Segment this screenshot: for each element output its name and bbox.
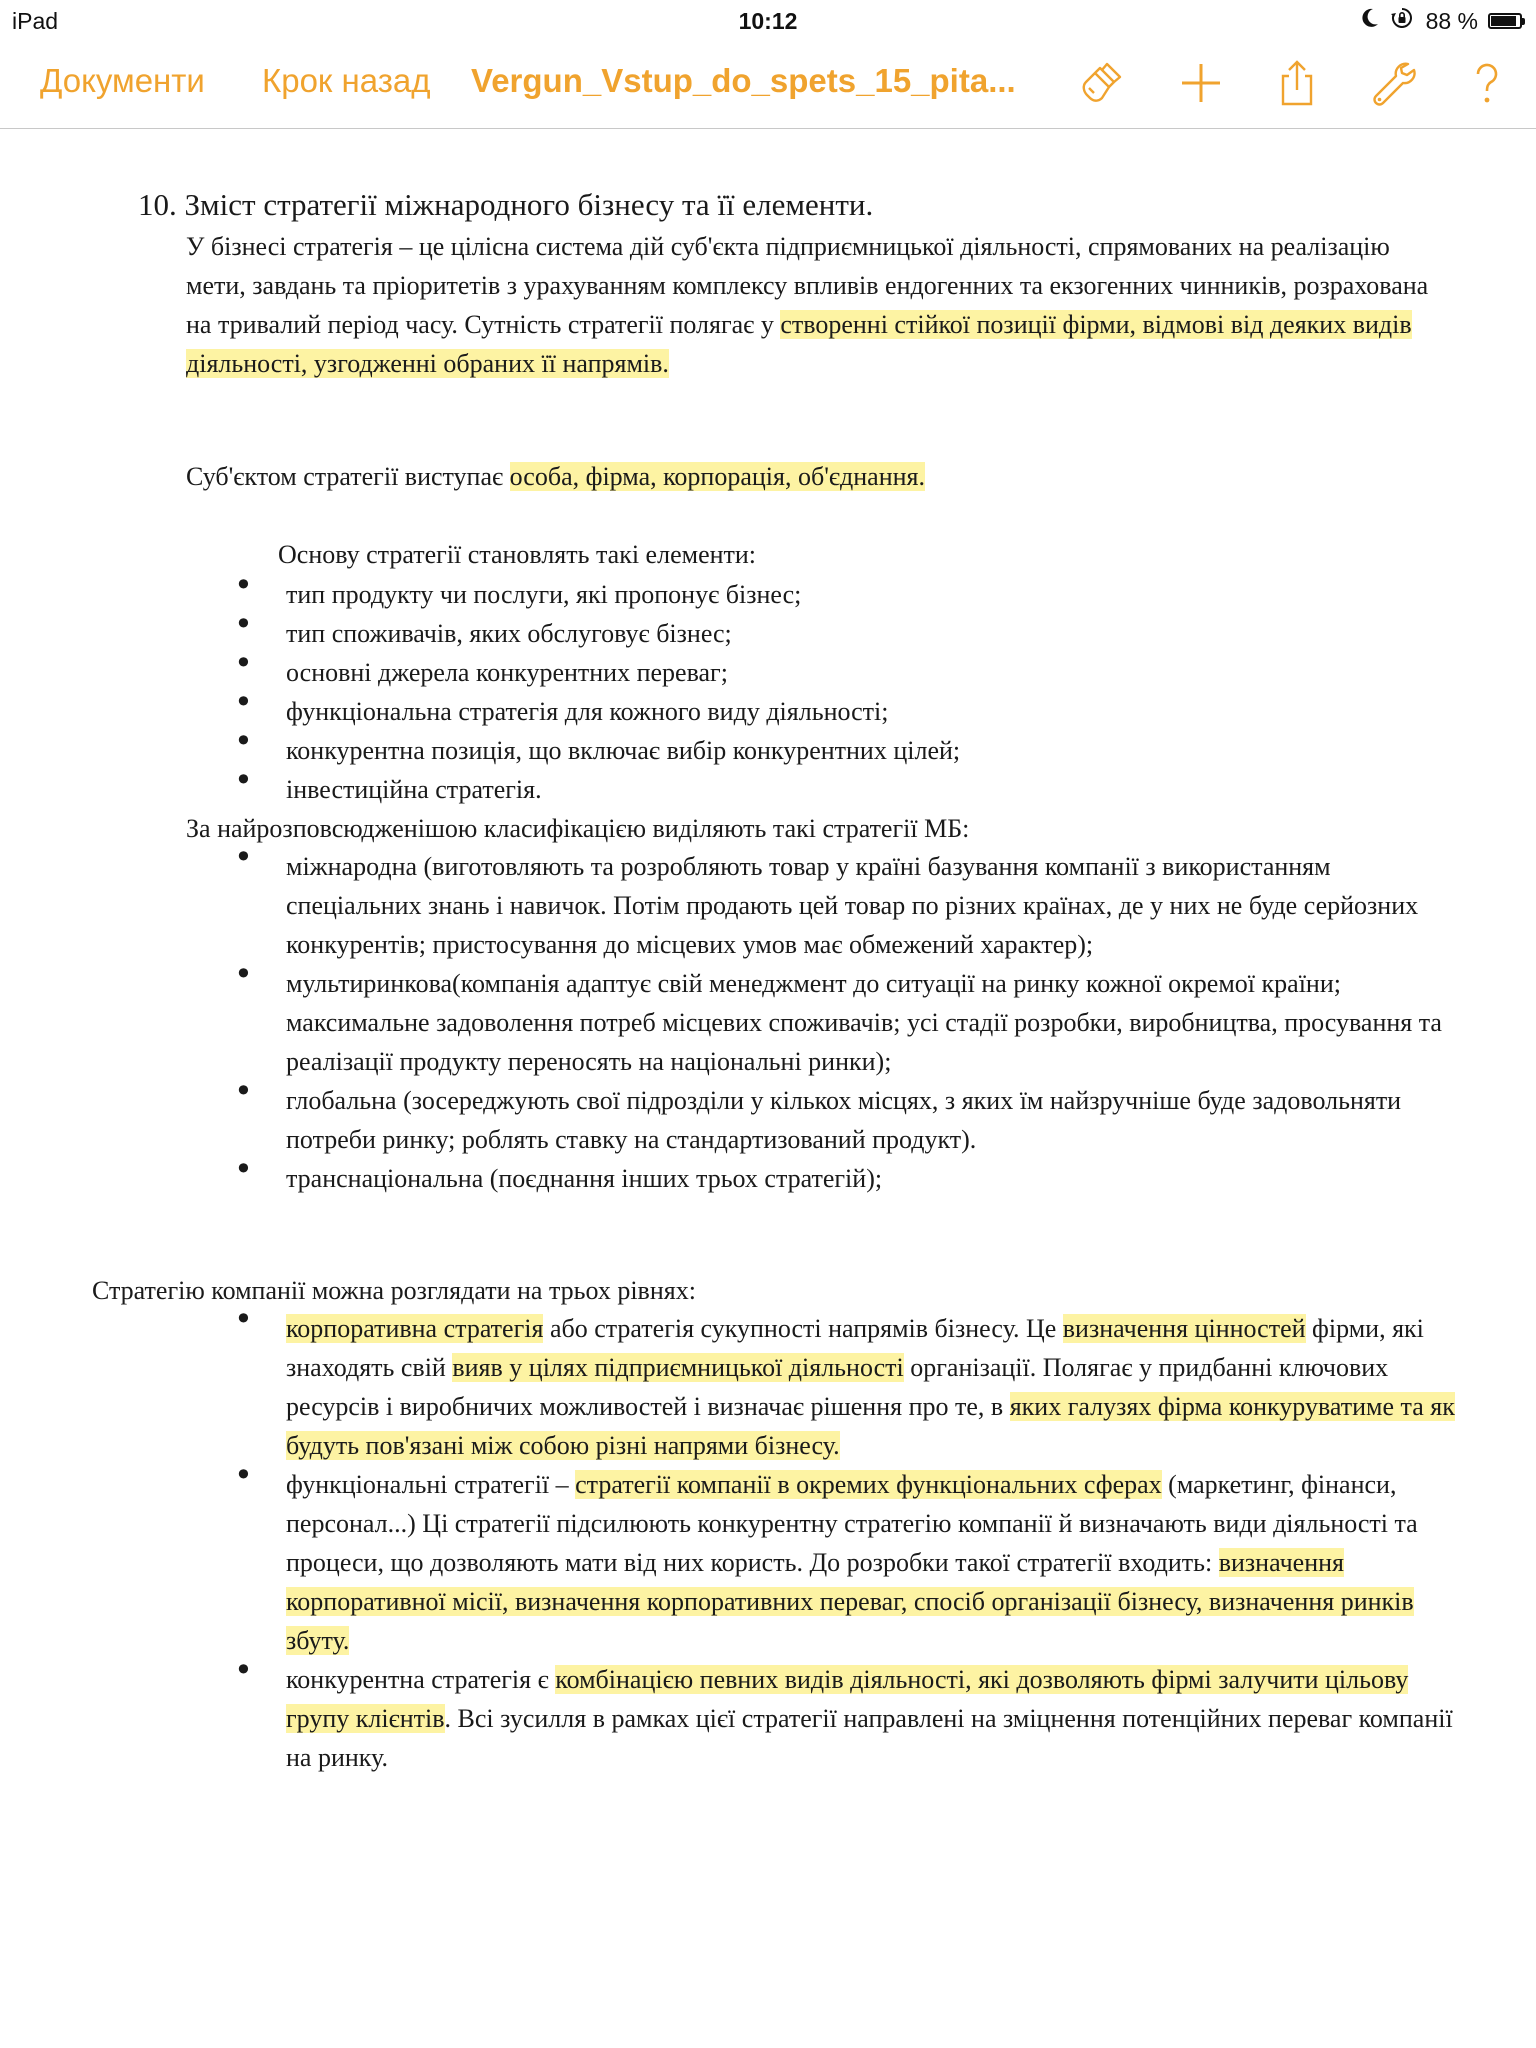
list-item-text: . Всі зусилля в рамках цієї стратегії направлені на зміцнення потенційних переваг компанії на ринку. bbox=[286, 1704, 1453, 1772]
undo-button[interactable]: Крок назад bbox=[262, 62, 431, 99]
list-item-text: інвестиційна стратегія. bbox=[286, 775, 542, 804]
highlighted-text: стратегії компанії в окремих функціональних сферах bbox=[575, 1470, 1162, 1499]
list-item bbox=[234, 1300, 1456, 1465]
list-item-text: конкурентна стратегія є bbox=[286, 1665, 556, 1694]
highlighted-text: визначення корпоративної місії, визначення корпоративних переваг, спосіб організації бізнесу, визначення ринків збуту. bbox=[286, 1548, 1414, 1655]
list-item-text: міжнародна (виготовляють та розробляють товар у країні базування компанії з використанням спеціальних знань і навичок. Потім продають цей товар по різних країнах, де у них не буде серйозних конкурентів; пристосування до місцевих умов має обмежений характер); bbox=[286, 852, 1419, 959]
bullet: • bbox=[234, 838, 253, 876]
list-item bbox=[234, 683, 1456, 731]
bullet: • bbox=[234, 566, 253, 604]
highlighted-text: яких галузях фірма конкуруватиме та як будуть пов'язані між собою різні напрями бізнесу. bbox=[286, 1392, 1455, 1460]
list-item bbox=[234, 1150, 1456, 1198]
section-heading: 10. Зміст стратегії міжнародного бізнесу та її елементи. bbox=[138, 187, 874, 222]
toolbar bbox=[0, 40, 1536, 129]
list-item bbox=[234, 838, 1456, 964]
highlighted-text: визначення цінностей bbox=[1062, 1314, 1306, 1343]
list-item bbox=[234, 955, 1456, 1081]
help-icon[interactable] bbox=[1462, 58, 1512, 108]
bullet: • bbox=[234, 1300, 253, 1338]
list-item bbox=[234, 761, 1456, 809]
list-item-text: мультиринкова(компанія адаптує свій менеджмент до ситуації на ринку кожної окремої країни; максимальне задоволення потреб місцевих споживачів; усі стадії розробки, виробництва, просування та реалізації продукту переносять на національні ринки); bbox=[286, 969, 1442, 1076]
bullet: • bbox=[234, 1651, 253, 1689]
clock: 10:12 bbox=[738, 8, 798, 34]
list-item-text: функціональні стратегії – bbox=[286, 1470, 576, 1499]
highlighted-text: створенні стійкої позиції фірми, відмові від деяких видів діяльності, узгодженні обраних її напрямів. bbox=[186, 310, 1412, 378]
highlighted-text: особа, фірма, корпорація, об'єднання. bbox=[509, 462, 926, 491]
intro-text: У бізнесі стратегія – це цілісна система дій суб'єкта підприємницької діяльності, спрямованих на реалізацію мети, завдань та пріоритетів з урахуванням комплексу впливів ендогенних та екзогенних чинників, розрахована на тривалий період часу. Сутність стратегії полягає у bbox=[186, 232, 1429, 339]
rotation-lock-icon bbox=[1390, 6, 1414, 36]
device-name: iPad bbox=[12, 8, 59, 34]
elements-label: Основу стратегії становлять такі елементи: bbox=[278, 540, 757, 569]
bullet: • bbox=[234, 955, 253, 993]
highlighted-text: вияв у цілях підприємницької діяльності bbox=[452, 1353, 904, 1382]
bullet: • bbox=[234, 1072, 253, 1110]
list-item-text: організації. Полягає у придбанні ключових ресурсів і виробничих можливостей і визначає рішення про те, в bbox=[286, 1353, 1389, 1421]
battery-level bbox=[1491, 16, 1516, 26]
paintbrush-icon[interactable] bbox=[1076, 58, 1126, 108]
elements-list bbox=[234, 566, 1456, 809]
status-bar bbox=[0, 0, 1536, 40]
bullet: • bbox=[234, 683, 253, 721]
moon-icon bbox=[1360, 7, 1380, 35]
battery-percent: 88 % bbox=[1425, 7, 1478, 34]
list-item-text: транснаціональна (поєднання інших трьох стратегій); bbox=[286, 1164, 883, 1193]
status-indicators bbox=[1360, 6, 1522, 36]
bullet: • bbox=[234, 761, 253, 799]
list-item-text: або стратегія сукупності напрямів бізнесу. Це bbox=[543, 1314, 1063, 1343]
list-item-text: фірми, які знаходять свій bbox=[286, 1314, 1424, 1382]
list-item-text: (маркетинг, фінанси, персонал...) Ці стратегії підсилюють конкурентну стратегію компанії й визначають види діяльності та процеси, що дозволяють мати від них користь. До розробки такої стратегії входить: bbox=[286, 1470, 1418, 1577]
list-item bbox=[234, 1072, 1456, 1159]
wrench-icon[interactable] bbox=[1368, 58, 1418, 108]
bullet: • bbox=[234, 1150, 253, 1188]
list-item-text: тип споживачів, яких обслуговує бізнес; bbox=[286, 619, 732, 648]
battery-icon bbox=[1488, 13, 1522, 29]
subject-paragraph bbox=[186, 457, 925, 496]
document-title[interactable]: Vergun_Vstup_do_spets_15_pita... bbox=[471, 62, 1016, 99]
list-item-text: глобальна (зосереджують свої підрозділи у кількох місцях, з яких їм найзручніше буде задовольняти потреби ринку; роблять ставку на стандартизований продукт). bbox=[286, 1086, 1402, 1154]
list-item bbox=[234, 644, 1456, 692]
intro-paragraph bbox=[186, 227, 1456, 383]
subject-text: Суб'єктом стратегії виступає bbox=[186, 462, 510, 491]
bullet: • bbox=[234, 605, 253, 643]
list-item-text: тип продукту чи послуги, які пропонує бізнес; bbox=[286, 580, 802, 609]
highlighted-text: комбінацією певних видів діяльності, які дозволяють фірмі залучити цільову групу клієнтів bbox=[286, 1665, 1409, 1733]
classification-list bbox=[234, 838, 1456, 1198]
bullet: • bbox=[234, 722, 253, 760]
list-item bbox=[234, 1651, 1456, 1777]
list-item bbox=[234, 566, 1456, 614]
levels-label: Стратегію компанії можна розглядати на трьох рівнях: bbox=[92, 1276, 696, 1305]
list-item-text: функціональна стратегія для кожного виду діяльності; bbox=[286, 697, 889, 726]
bullet: • bbox=[234, 1456, 253, 1494]
documents-button[interactable]: Документи bbox=[40, 62, 205, 99]
list-item bbox=[234, 605, 1456, 653]
list-item bbox=[234, 722, 1456, 770]
highlighted-text: корпоративна стратегія bbox=[286, 1314, 544, 1343]
list-item-text: основні джерела конкурентних переваг; bbox=[286, 658, 728, 687]
plus-icon[interactable] bbox=[1176, 58, 1226, 108]
share-icon[interactable] bbox=[1272, 58, 1322, 108]
levels-list bbox=[234, 1300, 1456, 1777]
bullet: • bbox=[234, 644, 253, 682]
list-item-text: конкурентна позиція, що включає вибір конкурентних цілей; bbox=[286, 736, 961, 765]
classification-label: За найрозповсюдженішою класифікацією виділяють такі стратегії МБ: bbox=[186, 814, 970, 843]
list-item bbox=[234, 1456, 1456, 1660]
